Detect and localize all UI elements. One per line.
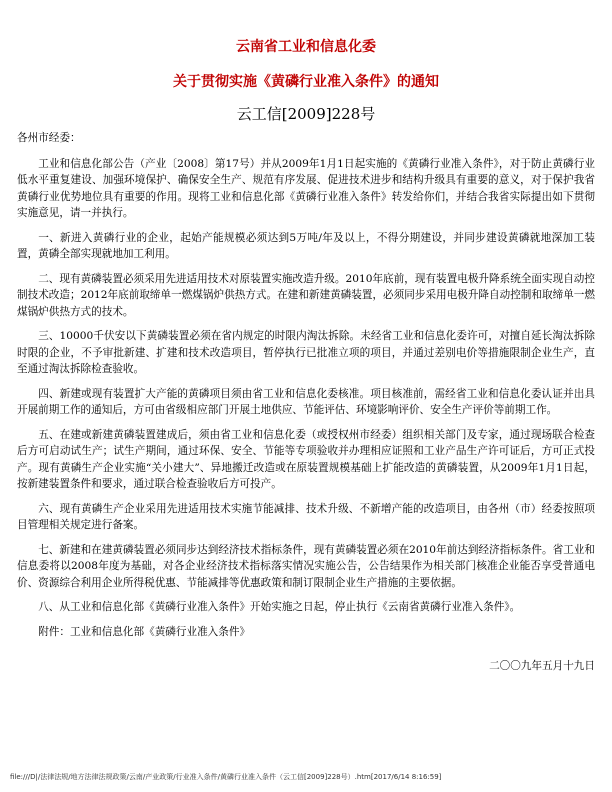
- paragraph-5: 五、在建或新建黄磷装置建成后，须由省工业和信息化委（或授权州市经委）组织相关部门及专家，通过现场联合检查后方可启动试生产；试生产期间，通过环保、安全、节能等专项验收并办理相应证照和工业产品生产许可证后，方可正式投产。现有黄磷生产企业实施“关小建大”、异地搬迁改造或在原装置规模基础上扩能改造的黄磷装置，从2009年1月1日起，按新建装置条件和要求，通过联合检查验收后方可投产。: [17, 428, 595, 490]
- paragraph-intro: 工业和信息化部公告（产业〔2008〕第17号）并从2009年1月1日起实施的《黄磷行业准入条件》，对于防止黄磷行业低水平重复建设、加强环境保护、确保安全生产、规范有序发展、促进技术进步和结构升级具有重要的意义，对于保护我省黄磷行业优势地位具有重要的作用。现将工业和信息化部《黄磷行业准入条件》转发给你们，并结合我省实际提出如下贯彻实施意见，请一并执行。: [17, 157, 595, 219]
- paragraph-1: 一、新进入黄磷行业的企业，起始产能规模必须达到5万吨/年及以上，不得分期建设，并同步建设黄磷就地深加工装置，黄磷全部实现就地加工利用。: [17, 231, 595, 260]
- salutation: 各州市经委：: [17, 132, 81, 144]
- paragraph-6: 六、现有黄磷生产企业采用先进适用技术实施节能减排、技术升级、不新增产能的改造项目，由各州（市）经委按照项目管理相关规定进行备案。: [17, 502, 595, 531]
- issue-date: 二〇〇九年五月十九日: [489, 660, 595, 672]
- paragraph-4: 四、新建或现有装置扩大产能的黄磷项目须由省工业和信息化委核准。项目核准前，需经省工业和信息化委认证并出具开展前期工作的通知后，方可由省级相应部门开展土地供应、节能评估、环境影响评价、安全生产评价等前期工作。: [17, 387, 595, 416]
- attachment-line: 附件：工业和信息化部《黄磷行业准入条件》: [38, 625, 251, 638]
- paragraph-7: 七、新建和在建黄磷装置必须同步达到经济技术指标条件，现有黄磷装置必须在2010年前达到经济指标条件。省工业和信息委将以2008年度为基础，对各企业经济技术指标落实情况实施公告，公告结果作为相关部门核准企业能否享受普通电价、资源综合利用企业所得税优惠、节能减排等优惠政策和制订限制企业生产措施的主要依据。: [17, 543, 595, 589]
- issuing-organization: 云南省工业和信息化委: [236, 39, 376, 55]
- file-path-footer: file:///D|/法律法规/地方法律法规政策/云南/产业政策/行业准入条件/黄磷行业准入条件（云工信[2009]228号）.htm[2017/6/14 8:16:59]: [10, 773, 442, 781]
- paragraph-2: 二、现有黄磷装置必须采用先进适用技术对原装置实施改造升级。2010年底前，现有装置电极升降系统全面实现自动控制技术改造；2012年底前取缔单一燃煤锅炉供热方式。在建和新建黄磷装置，必须同步采用电极升降自动控制和取缔单一燃煤锅炉供热方式的技术。: [17, 272, 595, 318]
- notice-title: 关于贯彻实施《黄磷行业准入条件》的通知: [173, 74, 439, 90]
- paragraph-3: 三、10000千伏安以下黄磷装置必须在省内规定的时限内淘汰拆除。未经省工业和信息化委许可，对擅自延长淘汰拆除时限的企业，不予审批新建、扩建和技术改造项目，暂停执行已批准立项的项目，并通过差别电价等措施限制企业生产，直至通过淘汰拆除检查验收。: [17, 330, 595, 375]
- paragraph-8: 八、从工业和信息化部《黄磷行业准入条件》开始实施之日起，停止执行《云南省黄磷行业准入条件》。: [38, 601, 521, 613]
- document-body: [17, 130, 595, 675]
- document-number: 云工信[2009]228号: [236, 105, 376, 123]
